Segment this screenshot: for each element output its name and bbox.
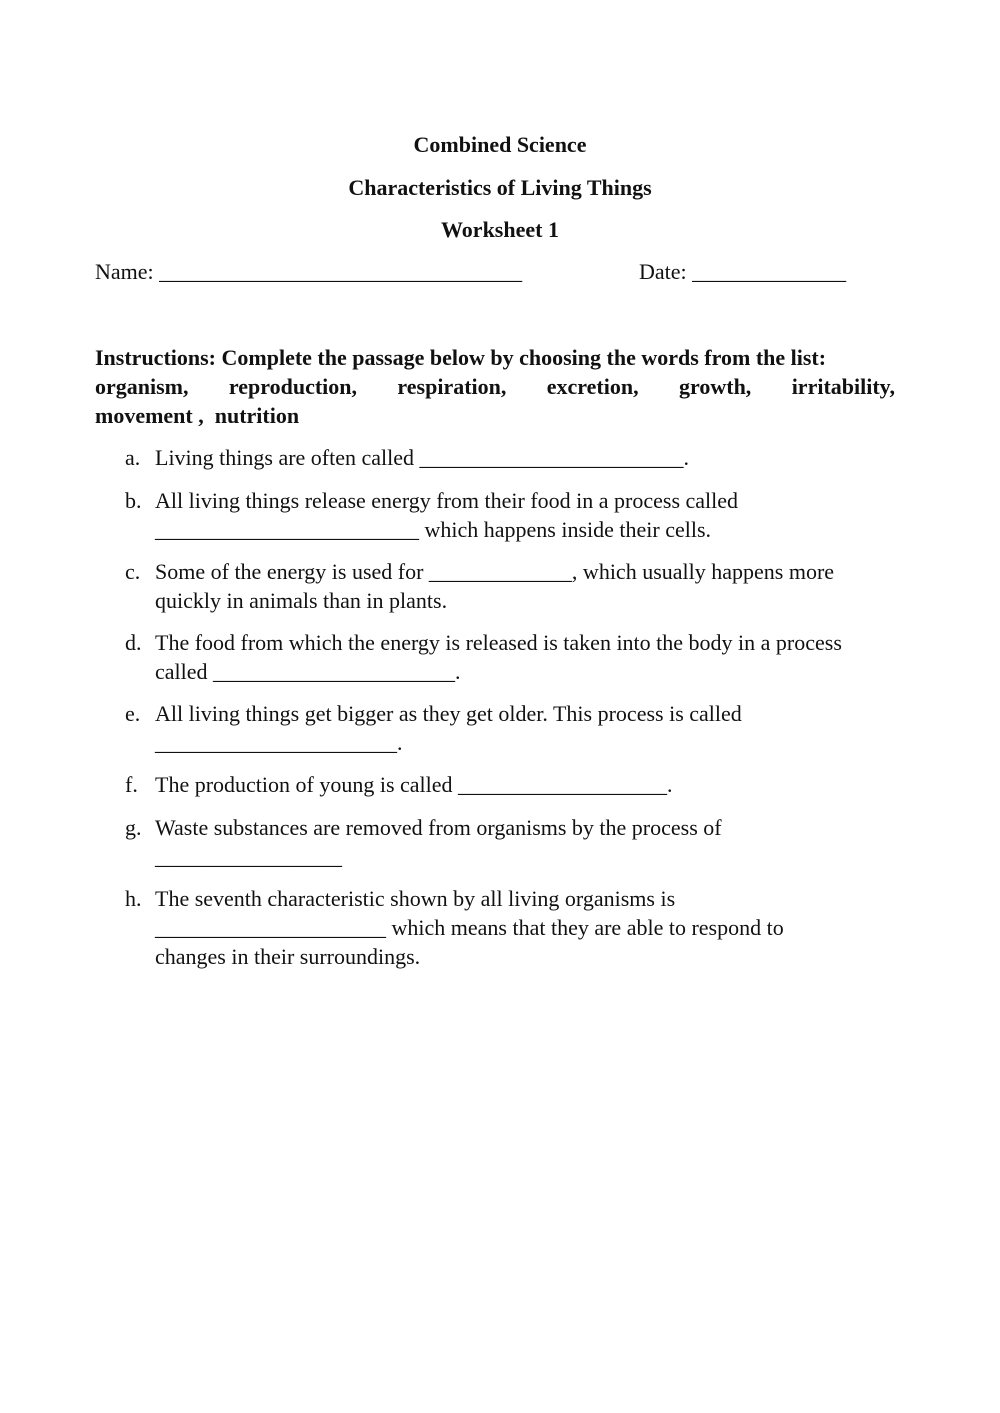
question-letter: e. <box>125 701 141 726</box>
question-text: The food from which the energy is released is taken into the body in a process called ______________________. <box>155 630 842 684</box>
word-list-row <box>95 372 895 401</box>
question-letter: f. <box>125 772 138 797</box>
word-option: reproduction, <box>228 374 358 399</box>
question-letter: h. <box>125 886 142 911</box>
question-text: The seventh characteristic shown by all living organisms is _____________________ which means that they are able to respond to changes in their surroundings. <box>155 886 784 969</box>
topic-title: Characteristics of Living Things <box>348 175 652 200</box>
question-letter: c. <box>125 559 141 584</box>
word-option: respiration, <box>397 374 507 399</box>
name-field: Name: _________________________________ <box>95 259 523 284</box>
question-text: The production of young is called ___________________. <box>155 772 673 797</box>
question-text: All living things get bigger as they get older. This process is called ______________________. <box>155 701 742 755</box>
worksheet-title: Worksheet 1 <box>441 217 559 242</box>
question-letter: b. <box>125 488 142 513</box>
word-option: irritability, <box>791 374 895 399</box>
question-text: Waste substances are removed from organisms by the process of _________________ <box>155 815 722 869</box>
question-letter: d. <box>125 630 142 655</box>
question-text: Living things are often called ________________________. <box>155 445 690 470</box>
word-option: growth, <box>678 374 752 399</box>
instructions <box>95 343 895 430</box>
question-text: All living things release energy from their food in a process called ________________________ which happens inside their cells. <box>155 488 739 542</box>
question-letter: a. <box>125 445 141 470</box>
date-field: Date: ______________ <box>639 259 847 284</box>
question-text: Some of the energy is used for _____________, which usually happens more quickly in animals than in plants. <box>155 559 835 613</box>
subject-title: Combined Science <box>413 132 587 157</box>
instructions-text: Instructions: Complete the passage below by choosing the words from the list: <box>95 345 827 370</box>
word-option: excretion, <box>546 374 639 399</box>
question-letter: g. <box>125 815 142 840</box>
word-list-continued: movement , nutrition <box>95 403 300 428</box>
word-option: organism, <box>95 374 189 399</box>
